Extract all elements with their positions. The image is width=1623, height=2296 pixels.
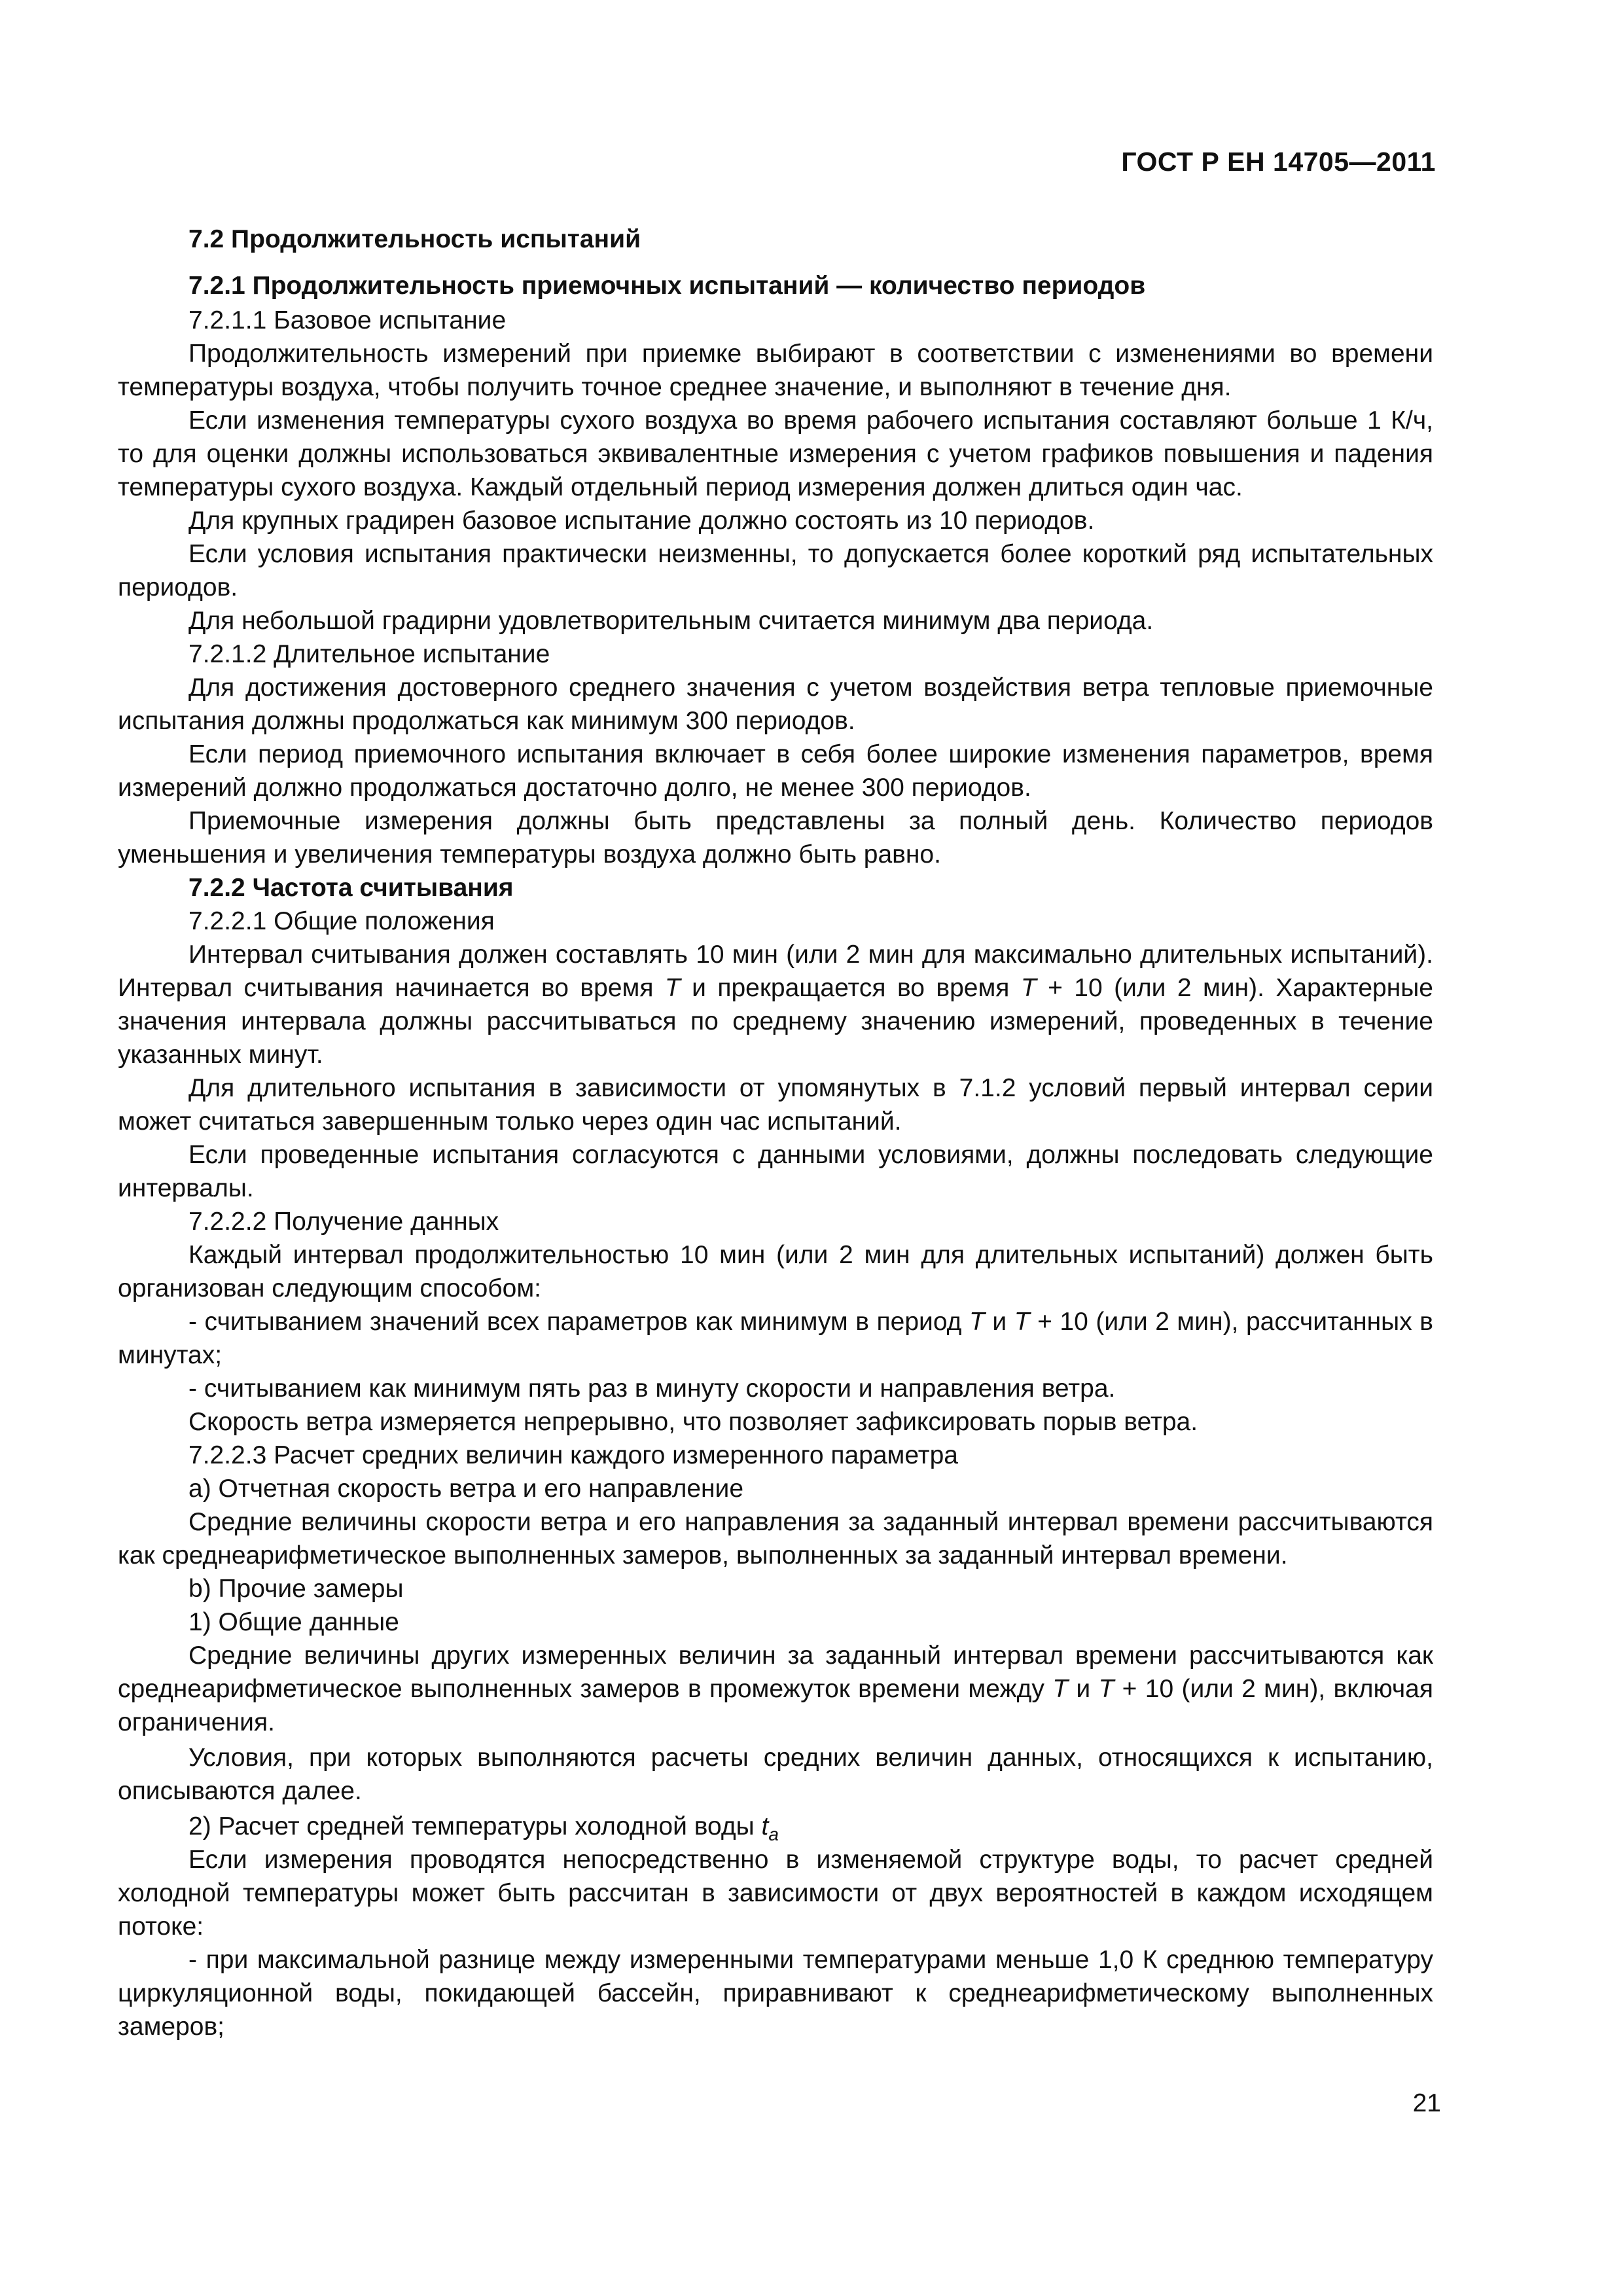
paragraph: Для достижения достоверного среднего значения с учетом воздействия ветра тепловые приемочные испытания должны продолжаться как минимум 300 периодов. [118,673,1433,735]
section-heading-7-2-1: 7.2.1 Продолжительность приемочных испытаний — количество периодов [188,272,1146,300]
subsection-7-2-2-3: 7.2.2.3 Расчет средних величин каждого измеренного параметра [188,1441,958,1469]
page-number: 21 [1412,2089,1441,2117]
item-heading-b1: 1) Общие данные [188,1608,399,1636]
list-item: - считыванием значений всех параметров как минимум в период T и T + 10 (или 2 мин), рассчитанных в минутах; [118,1308,1433,1369]
paragraph: Если изменения температуры сухого воздуха во время рабочего испытания составляют больше 1 К/ч, то для оценки должны использоваться эквивалентные измерения с учетом графиков повышения и падения температуры сухого воздуха. Каждый отдельный период измерения должен длиться один час. [118,406,1433,501]
variable-T: T [1052,1675,1069,1703]
variable-T: T [969,1308,985,1336]
paragraph: Если условия испытания практически неизменны, то допускается более короткий ряд испытательных периодов. [118,540,1433,601]
variable-T: T [1020,974,1037,1002]
document-body [118,223,1433,2043]
subsection-7-2-2-2: 7.2.2.2 Получение данных [188,1208,499,1236]
section-heading-7-2-2: 7.2.2 Частота считывания [188,874,514,902]
paragraph: Продолжительность измерений при приемке выбирают в соответствии с изменениями во времени температуры воздуха, чтобы получить точное среднее значение, и выполняют в течение дня. [118,340,1433,401]
paragraph: Средние величины скорости ветра и его направления за заданный интервал времени рассчитываются как среднеарифметическое выполненных замеров, выполненных за заданный интервал времени. [118,1508,1433,1570]
section-heading-7-2: 7.2 Продолжительность испытаний [188,225,641,253]
paragraph: Если измерения проводятся непосредственно в изменяемой структуре воды, то расчет средней холодной температуры может быть рассчитан в зависимости от двух вероятностей в каждом исходящем потоке: [118,1846,1433,1941]
item-heading-b2: 2) Расчет средней температуры холодной воды $t_a$ [188,1812,779,1844]
paragraph: Каждый интервал продолжительностью 10 мин (или 2 мин для длительных испытаний) должен быть организован следующим способом: [118,1241,1433,1302]
paragraph: Для крупных градирен базовое испытание должно состоять из 10 периодов. [188,507,1095,535]
paragraph: Приемочные измерения должны быть представлены за полный день. Количество периодов уменьшения и увеличения температуры воздуха должно быть равно. [118,807,1433,869]
paragraph: Скорость ветра измеряется непрерывно, что позволяет зафиксировать порыв ветра. [188,1408,1198,1436]
item-heading-b: b) Прочие замеры [188,1575,404,1603]
paragraph: Если проведенные испытания согласуются с данными условиями, должны последовать следующие интервалы. [118,1141,1433,1202]
paragraph: Интервал считывания должен составлять 10 мин (или 2 мин для максимально длительных испытаний). Интервал считывания начинается во время T и прекращается во время T + 10 (или 2 мин). Характерные значения интервала должны рассчитываться по среднему значению измерений, проведенных в течение указанных минут. [118,941,1433,1069]
document-header: ГОСТ Р ЕН 14705—2011 [1121,147,1436,177]
subscript-a: a [768,1824,779,1844]
list-item: - при максимальной разнице между измеренными температурами меньше 1,0 К среднюю температуру циркуляционной воды, покидающей бассейн, приравнивают к среднеарифметическому выполненных замеров; [118,1946,1433,2041]
subsection-7-2-2-1: 7.2.2.1 Общие положения [188,907,495,935]
paragraph: Условия, при которых выполняются расчеты средних величин данных, относящихся к испытанию, описываются далее. [118,1744,1433,1805]
paragraph: Если период приемочного испытания включает в себя более широкие изменения параметров, время измерений должно продолжаться достаточно долго, не менее 300 периодов. [118,740,1433,802]
paragraph: Для небольшой градирни удовлетворительным считается минимум два периода. [188,607,1154,635]
list-item: - считыванием как минимум пять раз в минуту скорости и направления ветра. [188,1374,1116,1403]
item-heading-a: а) Отчетная скорость ветра и его направление [188,1475,744,1503]
subsection-7-2-1-2: 7.2.1.2 Длительное испытание [188,640,550,668]
variable-t: t [761,1812,769,1840]
variable-T: T [1014,1308,1030,1336]
variable-T: T [1098,1675,1115,1703]
paragraph: Для длительного испытания в зависимости от упомянутых в 7.1.2 условий первый интервал серии может считаться завершенным только через один час испытаний. [118,1074,1433,1136]
paragraph: Средние величины других измеренных величин за заданный интервал времени рассчитываются как среднеарифметическое выполненных замеров в промежуток времени между T и T + 10 (или 2 мин), включая ограничения. [118,1641,1433,1736]
variable-T: T [664,974,681,1002]
subsection-7-2-1-1: 7.2.1.1 Базовое испытание [188,306,507,334]
